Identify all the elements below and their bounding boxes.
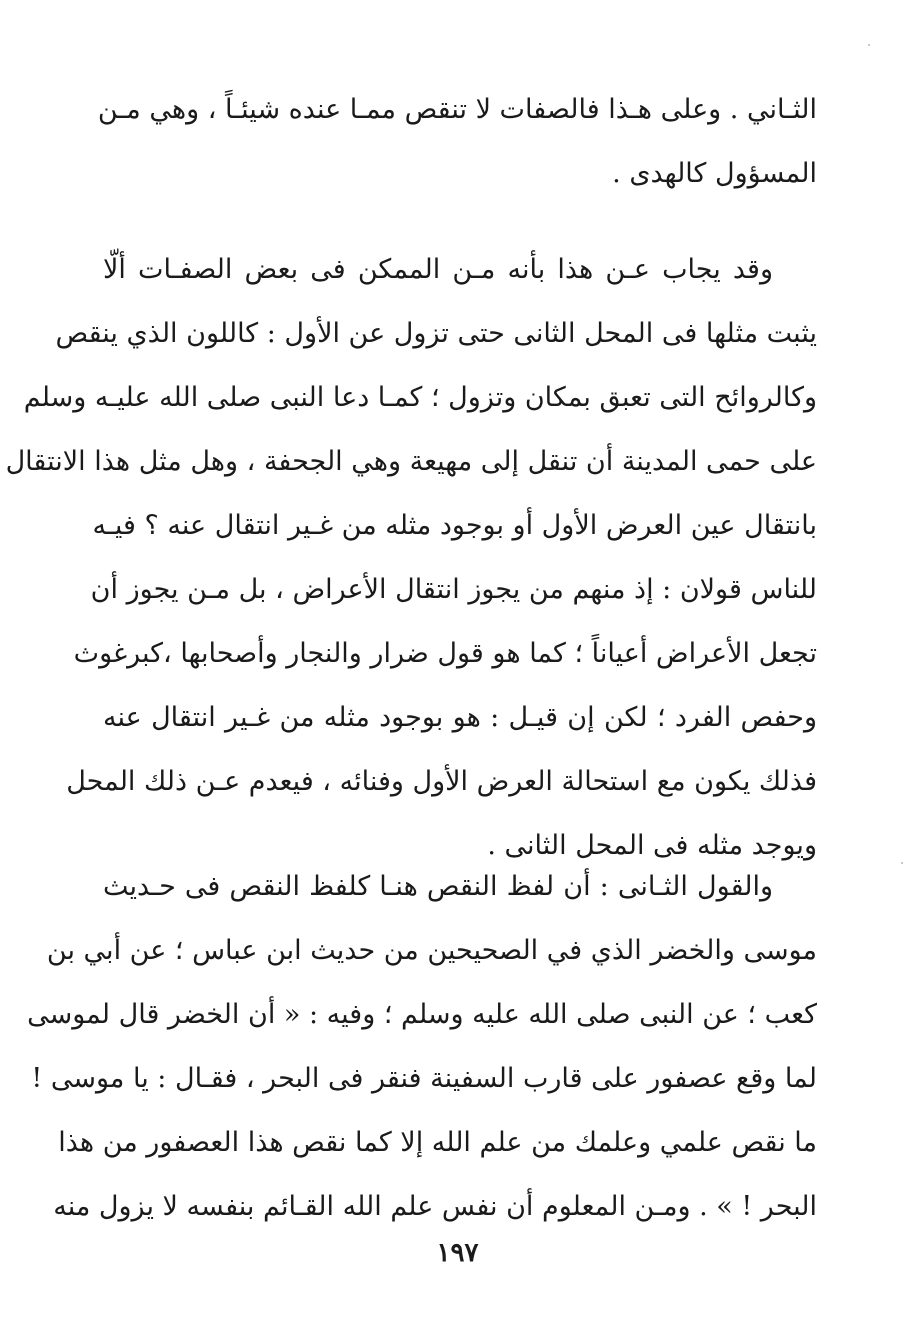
text-line: الثـاني . وعلى هـذا فالصفات لا تنقص ممـا عنده شيئـاً ، وهي مـن [97, 94, 817, 125]
paragraph-1 [97, 78, 817, 206]
text-line: وحفص الفرد ؛ لكن إن قيـل : هو بوجود مثله من غـير انتقال عنه [103, 702, 817, 733]
text-line: بانتقال عين العرض الأول أو بوجود مثله من غـير انتقال عنه ؟ فيـه [92, 510, 817, 541]
text-line: والقول الثـانى : أن لفظ النقص هنـا كلفظ النقص فى حـديث [103, 871, 773, 902]
paragraph-2 [5, 238, 817, 878]
text-line: المسؤول كالهدى . [612, 158, 817, 189]
text-line: يثبت مثلها فى المحل الثانى حتى تزول عن الأول : كاللون الذي ينقص [55, 318, 817, 349]
text-line: للناس قولان : إذ منهم من يجوز انتقال الأعراض ، بل مـن يجوز أن [90, 574, 817, 605]
text-line: وكالروائح التى تعبق بمكان وتزول ؛ كمـا دعا النبى صلى الله عليـه وسلم [23, 382, 817, 413]
page-number: ١٩٧ [436, 1238, 479, 1268]
scan-speck [901, 862, 903, 864]
text-line: وقد يجاب عـن هذا بأنه مـن الممكن فى بعض الصفـات ألّا [103, 254, 773, 285]
text-line: ما نقص علمي وعلمك من علم الله إلا كما نقص هذا العصفور من هذا [58, 1127, 817, 1158]
text-line: تجعل الأعراض أعياناً ؛ كما هو قول ضرار والنجار وأصحابها ،كبرغوث [73, 638, 817, 669]
text-line: فذلك يكون مع استحالة العرض الأول وفنائه ، فيعدم عـن ذلك المحل [66, 766, 817, 797]
text-line: ويوجد مثله فى المحل الثانى . [487, 830, 817, 861]
text-line: لما وقع عصفور على قارب السفينة فنقر فى البحر ، فقـال : يا موسى ! [31, 1063, 817, 1094]
text-line: موسى والخضر الذي في الصحيحين من حديث ابن عباس ؛ عن أبي بن [46, 935, 817, 966]
scan-speck [868, 44, 870, 46]
paragraph-3 [27, 855, 817, 1239]
text-line: البحر ! » . ومـن المعلوم أن نفس علم الله القـائم بنفسه لا يزول منه [53, 1191, 817, 1222]
text-line: على حمى المدينة أن تنقل إلى مهيعة وهي الجحفة ، وهل مثل هذا الانتقال [5, 446, 817, 477]
text-line: كعب ؛ عن النبى صلى الله عليه وسلم ؛ وفيه : « أن الخضر قال لموسى [27, 999, 817, 1030]
